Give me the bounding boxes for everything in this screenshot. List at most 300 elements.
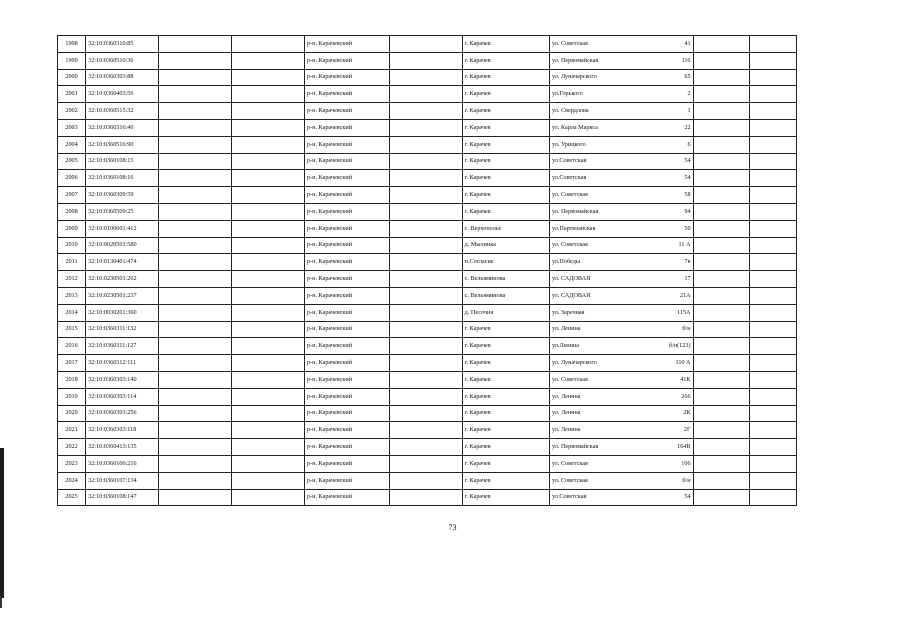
empty-cell xyxy=(159,287,231,304)
settlement-cell: г. Карачев xyxy=(462,338,549,355)
table-row xyxy=(58,455,797,472)
district-cell: р-н. Карачевский xyxy=(304,388,389,405)
table-row xyxy=(58,371,797,388)
row-number-cell: 2024 xyxy=(58,472,86,489)
empty-cell xyxy=(749,103,796,120)
street-name: ул. Ленина xyxy=(551,409,581,417)
empty-cell xyxy=(749,321,796,338)
row-number-cell: 2013 xyxy=(58,287,86,304)
empty-cell xyxy=(749,388,796,405)
empty-cell xyxy=(693,103,749,120)
empty-cell xyxy=(693,472,749,489)
cadastral-number-cell: 32:10:0360413:135 xyxy=(86,439,159,456)
house-number: 2 xyxy=(687,90,691,98)
cadastral-number-cell: 32:10:0360509:25 xyxy=(86,203,159,220)
house-number: 41К xyxy=(680,375,691,383)
property-registry-table xyxy=(57,35,797,506)
empty-cell xyxy=(390,455,462,472)
street-name: ул.Партизанская xyxy=(551,224,596,232)
empty-cell xyxy=(159,136,231,153)
settlement-cell: с. Верхополье xyxy=(462,220,549,237)
street-house-cell xyxy=(549,455,693,472)
registry-rows xyxy=(58,36,797,506)
empty-cell xyxy=(159,355,231,372)
house-number: 164В xyxy=(677,442,691,450)
settlement-cell: г. Карачев xyxy=(462,103,549,120)
district-cell: р-н. Карачевский xyxy=(304,119,389,136)
settlement-cell: г. Карачев xyxy=(462,355,549,372)
empty-cell xyxy=(159,472,231,489)
empty-cell xyxy=(693,422,749,439)
settlement-cell: г. Карачев xyxy=(462,388,549,405)
empty-cell xyxy=(749,489,796,506)
street-house-cell xyxy=(549,103,693,120)
cadastral-number-cell: 32:10:0360108:15 xyxy=(86,153,159,170)
district-cell: р-н. Карачевский xyxy=(304,86,389,103)
table-row xyxy=(58,52,797,69)
house-number: 11 А xyxy=(678,241,691,249)
cadastral-number-cell: 32:10:0360106:216 xyxy=(86,455,159,472)
district-cell: р-н. Карачевский xyxy=(304,52,389,69)
row-number-cell: 2025 xyxy=(58,489,86,506)
row-number-cell: 2009 xyxy=(58,220,86,237)
street-house-cell xyxy=(549,153,693,170)
settlement-cell: г. Карачев xyxy=(462,321,549,338)
house-number: 54 xyxy=(684,493,691,501)
empty-cell xyxy=(390,304,462,321)
empty-cell xyxy=(231,69,304,86)
table-row xyxy=(58,271,797,288)
cadastral-number-cell: 32:10:0360312:111 xyxy=(86,355,159,372)
empty-cell xyxy=(159,103,231,120)
street-house-cell xyxy=(549,489,693,506)
row-number-cell: 2000 xyxy=(58,69,86,86)
empty-cell xyxy=(390,355,462,372)
empty-cell xyxy=(693,355,749,372)
street-house-cell xyxy=(549,69,693,86)
row-number-cell: 2017 xyxy=(58,355,86,372)
empty-cell xyxy=(159,220,231,237)
row-number-cell: 2002 xyxy=(58,103,86,120)
empty-cell xyxy=(693,52,749,69)
house-number: 22 xyxy=(684,123,691,131)
empty-cell xyxy=(231,304,304,321)
empty-cell xyxy=(159,321,231,338)
district-cell: р-н. Карачевский xyxy=(304,439,389,456)
cadastral-number-cell: 32:10:0360108:16 xyxy=(86,170,159,187)
cadastral-number-cell: 32:10:0360316:40 xyxy=(86,119,159,136)
district-cell: р-н. Карачевский xyxy=(304,220,389,237)
street-name: ул. Советская xyxy=(551,241,588,249)
settlement-cell: г. Карачев xyxy=(462,472,549,489)
empty-cell xyxy=(749,405,796,422)
empty-cell xyxy=(749,439,796,456)
empty-cell xyxy=(231,338,304,355)
empty-cell xyxy=(390,489,462,506)
street-name: ул. Луначарского xyxy=(551,358,597,366)
district-cell: р-н. Карачевский xyxy=(304,187,389,204)
empty-cell xyxy=(159,119,231,136)
empty-cell xyxy=(390,220,462,237)
street-name: ул. Ленина xyxy=(551,325,581,333)
empty-cell xyxy=(231,187,304,204)
row-number-cell: 2020 xyxy=(58,405,86,422)
district-cell: р-н. Карачевский xyxy=(304,153,389,170)
row-number-cell: 2008 xyxy=(58,203,86,220)
empty-cell xyxy=(749,355,796,372)
settlement-cell: с. Вельяминова xyxy=(462,287,549,304)
settlement-cell: д. Песочня xyxy=(462,304,549,321)
street-name: ул. Заречная xyxy=(551,308,585,316)
street-house-cell xyxy=(549,52,693,69)
table-row xyxy=(58,103,797,120)
house-number: 65 xyxy=(684,73,691,81)
empty-cell xyxy=(231,237,304,254)
empty-cell xyxy=(749,69,796,86)
empty-cell xyxy=(231,203,304,220)
district-cell: р-н. Карачевский xyxy=(304,103,389,120)
street-name: ул.Ленина xyxy=(551,342,579,350)
street-house-cell xyxy=(549,388,693,405)
empty-cell xyxy=(693,69,749,86)
street-house-cell xyxy=(549,187,693,204)
empty-cell xyxy=(159,271,231,288)
house-number: 106 xyxy=(681,459,691,467)
row-number-cell: 2016 xyxy=(58,338,86,355)
row-number-cell: 1999 xyxy=(58,52,86,69)
empty-cell xyxy=(693,237,749,254)
empty-cell xyxy=(231,254,304,271)
empty-cell xyxy=(693,187,749,204)
table-row xyxy=(58,69,797,86)
empty-cell xyxy=(390,86,462,103)
cadastral-number-cell: 32:10:0030201:360 xyxy=(86,304,159,321)
row-number-cell: 2003 xyxy=(58,119,86,136)
empty-cell xyxy=(390,52,462,69)
street-house-cell xyxy=(549,254,693,271)
page-number: 73 xyxy=(448,523,457,532)
empty-cell xyxy=(231,119,304,136)
empty-cell xyxy=(390,388,462,405)
house-number: 21А xyxy=(679,291,691,299)
row-number-cell: 1998 xyxy=(58,36,86,53)
settlement-cell: г. Карачев xyxy=(462,170,549,187)
empty-cell xyxy=(693,254,749,271)
cadastral-number-cell: 32:10:0360311:127 xyxy=(86,338,159,355)
empty-cell xyxy=(390,103,462,120)
table-row xyxy=(58,338,797,355)
settlement-cell: г. Карачев xyxy=(462,422,549,439)
table-row xyxy=(58,237,797,254)
empty-cell xyxy=(749,338,796,355)
table-row xyxy=(58,170,797,187)
empty-cell xyxy=(749,153,796,170)
empty-cell xyxy=(159,338,231,355)
cadastral-number-cell: 32:10:0360107:134 xyxy=(86,472,159,489)
row-number-cell: 2010 xyxy=(58,237,86,254)
table-row xyxy=(58,153,797,170)
street-house-cell xyxy=(549,287,693,304)
empty-cell xyxy=(159,405,231,422)
street-name: ул. Первомайская xyxy=(551,56,599,64)
street-house-cell xyxy=(549,338,693,355)
cadastral-number-cell: 32:10:0360303:88 xyxy=(86,69,159,86)
house-number: 17 xyxy=(684,274,691,282)
empty-cell xyxy=(231,455,304,472)
empty-cell xyxy=(159,388,231,405)
street-house-cell xyxy=(549,203,693,220)
empty-cell xyxy=(159,439,231,456)
settlement-cell: г. Карачев xyxy=(462,439,549,456)
district-cell: р-н. Карачевский xyxy=(304,455,389,472)
district-cell: р-н. Карачевский xyxy=(304,304,389,321)
empty-cell xyxy=(749,203,796,220)
empty-cell xyxy=(231,220,304,237)
empty-cell xyxy=(693,439,749,456)
empty-cell xyxy=(231,103,304,120)
empty-cell xyxy=(159,170,231,187)
cadastral-number-cell: 32:10:0100601:412 xyxy=(86,220,159,237)
empty-cell xyxy=(749,119,796,136)
settlement-cell: г. Карачев xyxy=(462,69,549,86)
empty-cell xyxy=(159,254,231,271)
settlement-cell: п.Согласие xyxy=(462,254,549,271)
cadastral-number-cell: 32:10:0360310:85 xyxy=(86,36,159,53)
street-house-cell xyxy=(549,321,693,338)
empty-cell xyxy=(693,203,749,220)
cadastral-number-cell: 32:10:0020501:580 xyxy=(86,237,159,254)
row-number-cell: 2015 xyxy=(58,321,86,338)
row-number-cell: 2006 xyxy=(58,170,86,187)
empty-cell xyxy=(693,489,749,506)
street-name: ул. САДОВАЯ xyxy=(551,291,591,299)
empty-cell xyxy=(390,136,462,153)
empty-cell xyxy=(159,52,231,69)
street-house-cell xyxy=(549,422,693,439)
settlement-cell: г. Карачев xyxy=(462,405,549,422)
empty-cell xyxy=(231,86,304,103)
empty-cell xyxy=(693,170,749,187)
street-house-cell xyxy=(549,136,693,153)
empty-cell xyxy=(159,86,231,103)
empty-cell xyxy=(693,338,749,355)
district-cell: р-н. Карачевский xyxy=(304,254,389,271)
house-number: 116 xyxy=(681,56,691,64)
house-number: 7в xyxy=(684,258,691,266)
district-cell: р-н. Карачевский xyxy=(304,489,389,506)
cadastral-number-cell: 32:10:0360311:132 xyxy=(86,321,159,338)
street-house-cell xyxy=(549,472,693,489)
empty-cell xyxy=(390,254,462,271)
street-name: ул. Карла Маркса xyxy=(551,123,598,131)
street-name: ул.Советская xyxy=(551,493,587,501)
row-number-cell: 2021 xyxy=(58,422,86,439)
house-number: 266 xyxy=(681,392,691,400)
district-cell: р-н. Карачевский xyxy=(304,338,389,355)
empty-cell xyxy=(390,69,462,86)
street-name: ул.Советская xyxy=(551,174,587,182)
house-number: б/н(123) xyxy=(668,342,691,350)
empty-cell xyxy=(749,271,796,288)
cadastral-number-cell: 32:10:0230501:237 xyxy=(86,287,159,304)
house-number: 58 xyxy=(684,190,691,198)
row-number-cell: 2005 xyxy=(58,153,86,170)
street-house-cell xyxy=(549,237,693,254)
district-cell: р-н. Карачевский xyxy=(304,371,389,388)
street-name: ул.Победы xyxy=(551,258,581,266)
house-number: б/н xyxy=(682,325,691,333)
empty-cell xyxy=(749,220,796,237)
table-row xyxy=(58,220,797,237)
table-row xyxy=(58,422,797,439)
empty-cell xyxy=(749,52,796,69)
empty-cell xyxy=(390,170,462,187)
table-row xyxy=(58,187,797,204)
district-cell: р-н. Карачевский xyxy=(304,287,389,304)
settlement-cell: г. Карачев xyxy=(462,153,549,170)
street-name: ул. Советская xyxy=(551,375,588,383)
cadastral-number-cell: 32:10:0360303:256 xyxy=(86,405,159,422)
table-row xyxy=(58,388,797,405)
cadastral-number-cell: 32:10:0360515:32 xyxy=(86,103,159,120)
street-name: ул.Горького xyxy=(551,90,583,98)
street-name: ул. Урицкого xyxy=(551,140,586,148)
street-name: ул. Советская xyxy=(551,476,588,484)
empty-cell xyxy=(693,455,749,472)
cadastral-number-cell: 32:10:0360303:118 xyxy=(86,422,159,439)
district-cell: р-н. Карачевский xyxy=(304,271,389,288)
settlement-cell: д. Мылинка xyxy=(462,237,549,254)
cadastral-number-cell: 32:10:0360510:36 xyxy=(86,52,159,69)
district-cell: р-н. Карачевский xyxy=(304,237,389,254)
house-number: 50 xyxy=(684,224,691,232)
empty-cell xyxy=(693,220,749,237)
street-house-cell xyxy=(549,405,693,422)
table-row xyxy=(58,36,797,53)
empty-cell xyxy=(159,203,231,220)
empty-cell xyxy=(749,455,796,472)
street-name: ул. Советская xyxy=(551,459,588,467)
empty-cell xyxy=(749,170,796,187)
settlement-cell: г. Карачев xyxy=(462,36,549,53)
row-number-cell: 2001 xyxy=(58,86,86,103)
district-cell: р-н. Карачевский xyxy=(304,36,389,53)
empty-cell xyxy=(231,287,304,304)
empty-cell xyxy=(231,472,304,489)
empty-cell xyxy=(231,371,304,388)
empty-cell xyxy=(390,153,462,170)
table-row xyxy=(58,119,797,136)
empty-cell xyxy=(390,405,462,422)
empty-cell xyxy=(693,136,749,153)
street-name: ул. Ленина xyxy=(551,392,581,400)
empty-cell xyxy=(231,271,304,288)
table-row xyxy=(58,405,797,422)
street-name: ул. Советская xyxy=(551,190,588,198)
street-house-cell xyxy=(549,439,693,456)
settlement-cell: г. Карачев xyxy=(462,136,549,153)
empty-cell xyxy=(693,321,749,338)
street-house-cell xyxy=(549,36,693,53)
district-cell: р-н. Карачевский xyxy=(304,472,389,489)
empty-cell xyxy=(749,254,796,271)
empty-cell xyxy=(390,119,462,136)
street-house-cell xyxy=(549,220,693,237)
settlement-cell: с. Вельяминова xyxy=(462,271,549,288)
empty-cell xyxy=(231,136,304,153)
street-house-cell xyxy=(549,86,693,103)
empty-cell xyxy=(231,422,304,439)
empty-cell xyxy=(390,271,462,288)
empty-cell xyxy=(693,388,749,405)
cadastral-number-cell: 32:10:0360516:90 xyxy=(86,136,159,153)
house-number: б/н xyxy=(682,476,691,484)
empty-cell xyxy=(159,371,231,388)
street-name: ул. САДОВАЯ xyxy=(551,274,591,282)
empty-cell xyxy=(231,52,304,69)
settlement-cell: г. Карачев xyxy=(462,52,549,69)
cadastral-number-cell: 32:10:0360303:114 xyxy=(86,388,159,405)
empty-cell xyxy=(231,153,304,170)
empty-cell xyxy=(159,237,231,254)
empty-cell xyxy=(390,439,462,456)
empty-cell xyxy=(231,170,304,187)
empty-cell xyxy=(231,405,304,422)
empty-cell xyxy=(159,153,231,170)
street-name: ул. Луначарского xyxy=(551,73,597,81)
empty-cell xyxy=(390,287,462,304)
cadastral-number-cell: 32:10:0230501:262 xyxy=(86,271,159,288)
empty-cell xyxy=(390,321,462,338)
settlement-cell: г. Карачев xyxy=(462,119,549,136)
cadastral-number-cell: 32:10:0360303:140 xyxy=(86,371,159,388)
empty-cell xyxy=(693,405,749,422)
house-number: 94 xyxy=(684,207,691,215)
empty-cell xyxy=(231,388,304,405)
street-name: ул. Советская xyxy=(551,39,588,47)
house-number: 2К xyxy=(683,409,691,417)
street-name: ул. Первомайская xyxy=(551,442,599,450)
house-number: 2Г xyxy=(683,426,691,434)
empty-cell xyxy=(749,136,796,153)
settlement-cell: г. Карачев xyxy=(462,371,549,388)
settlement-cell: г. Карачев xyxy=(462,187,549,204)
row-number-cell: 2011 xyxy=(58,254,86,271)
street-house-cell xyxy=(549,170,693,187)
empty-cell xyxy=(693,304,749,321)
table-row xyxy=(58,136,797,153)
empty-cell xyxy=(390,187,462,204)
empty-cell xyxy=(749,187,796,204)
street-house-cell xyxy=(549,371,693,388)
empty-cell xyxy=(231,439,304,456)
district-cell: р-н. Карачевский xyxy=(304,355,389,372)
district-cell: р-н. Карачевский xyxy=(304,422,389,439)
table-row xyxy=(58,489,797,506)
settlement-cell: г. Карачев xyxy=(462,455,549,472)
table-row xyxy=(58,355,797,372)
table-row xyxy=(58,472,797,489)
empty-cell xyxy=(390,472,462,489)
empty-cell xyxy=(390,422,462,439)
district-cell: р-н. Карачевский xyxy=(304,69,389,86)
house-number: 110 А xyxy=(675,358,691,366)
settlement-cell: г. Карачев xyxy=(462,86,549,103)
street-name: ул.Советская xyxy=(551,157,587,165)
empty-cell xyxy=(390,338,462,355)
settlement-cell: г. Карачев xyxy=(462,489,549,506)
cadastral-number-cell: 32:10:0360108:147 xyxy=(86,489,159,506)
